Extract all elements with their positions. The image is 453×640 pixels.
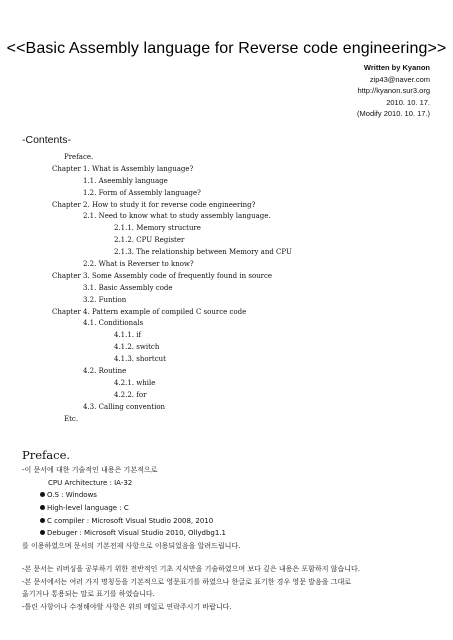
toc-entry: 4.2. Routine [83,367,127,376]
bullet-dot-icon [40,492,45,497]
toc-entry: 2.1.2. CPU Register [114,236,185,245]
toc-entry: 3.1. Basic Assembly code [83,283,173,292]
preface-after-bullets: 를 이용하였으며 문서의 기본전제 사항으로 이용되었음을 알려드립니다. [22,542,241,551]
preface-note: -틀린 사항이나 수정해야할 사항은 위의 메일로 연락주시기 바랍니다. [22,602,232,611]
author-url: http://kyanon.sur3.org [357,86,430,96]
toc-entry: 1.1. Aseembly language [83,176,168,185]
author-block [357,62,430,120]
preface-note: -본 문서는 리버싱을 공부하기 위한 전반적인 기초 지식만을 기술하였으며 보다 깊은 내용은 포함하지 않습니다. [22,564,360,573]
table-of-contents [0,152,453,425]
bullet-item [22,527,442,540]
preface-architecture [22,477,442,490]
bullet-text: O.S : Windows [47,491,97,500]
author-date: 2010. 10. 17. [386,97,430,107]
spacer [22,553,442,563]
bullet-item [22,515,442,528]
toc-entry: Preface. [64,153,94,161]
toc-entry: 4.1.2. switch [114,343,160,352]
toc-entry: 4.2.2. for [114,390,147,399]
toc-entry: Chapter 2. How to study it for reverse code engineering? [52,200,256,209]
author-email: zip43@naver.com [369,74,430,84]
toc-entry: 4.1.1. if [114,331,142,340]
document-title: <<Basic Assembly language for Reverse code engineering>> [6,40,447,57]
bullet-dot-icon [40,505,45,510]
bullet-text: High-level language : C [47,504,129,513]
architecture-text: CPU Architecture : IA-32 [48,478,133,487]
toc-entry: 1.2. Form of Assembly language? [83,188,201,197]
preface-note: -본 문서에서는 여러 가지 명칭등을 기본적으로 영문표기를 하였으나 한글로 표기한 경우 영문 발음을 그대로 [22,577,351,586]
preface-note: 옮기거나 통용되는 말로 표기를 하였습니다. [22,590,155,599]
bullet-dot-icon [40,518,45,523]
toc-entry: 4.3. Calling convention [83,402,166,411]
toc-entry: 4.1. Conditionals [83,319,144,328]
preface-heading: Preface. [22,448,71,462]
bullet-dot-icon [40,530,45,535]
toc-entry: Chapter 3. Some Assembly code of frequently found in source [52,271,273,280]
toc-entry: 2.2. What is Reverser to know? [83,260,194,269]
author-modify-date: (Modify 2010. 10. 17.) [357,109,430,119]
bullet-item [22,489,442,502]
toc-entry: Chapter 4. Pattern example of compiled C source code [52,307,247,316]
toc-entry: 4.1.3. shortcut [114,355,166,364]
contents-heading: -Contents- [22,134,72,146]
preface-intro: -이 문서에 대한 기술적인 내용은 기본적으로 [22,466,158,474]
toc-entry: 3.2. Funtion [83,295,127,304]
author-name: Written by Kyanon [363,63,430,72]
preface-body [22,464,442,614]
bullet-text: Debuger : Microsoft Visual Studio 2010, Ollydbg1.1 [47,529,227,538]
toc-entry: Etc. [64,414,79,423]
toc-entry: 2.1.1. Memory structure [114,224,201,233]
toc-entry: 2.1. Need to know what to study assembly language. [83,212,271,221]
toc-entry: Chapter 1. What is Assembly language? [52,164,194,173]
toc-entry: 2.1.3. The relationship between Memory and CPU [114,248,292,257]
bullet-item [22,502,442,515]
toc-entry: 4.2.1. while [114,378,156,387]
bullet-text: C compiler : Microsoft Visual Studio 2008, 2010 [47,516,214,525]
